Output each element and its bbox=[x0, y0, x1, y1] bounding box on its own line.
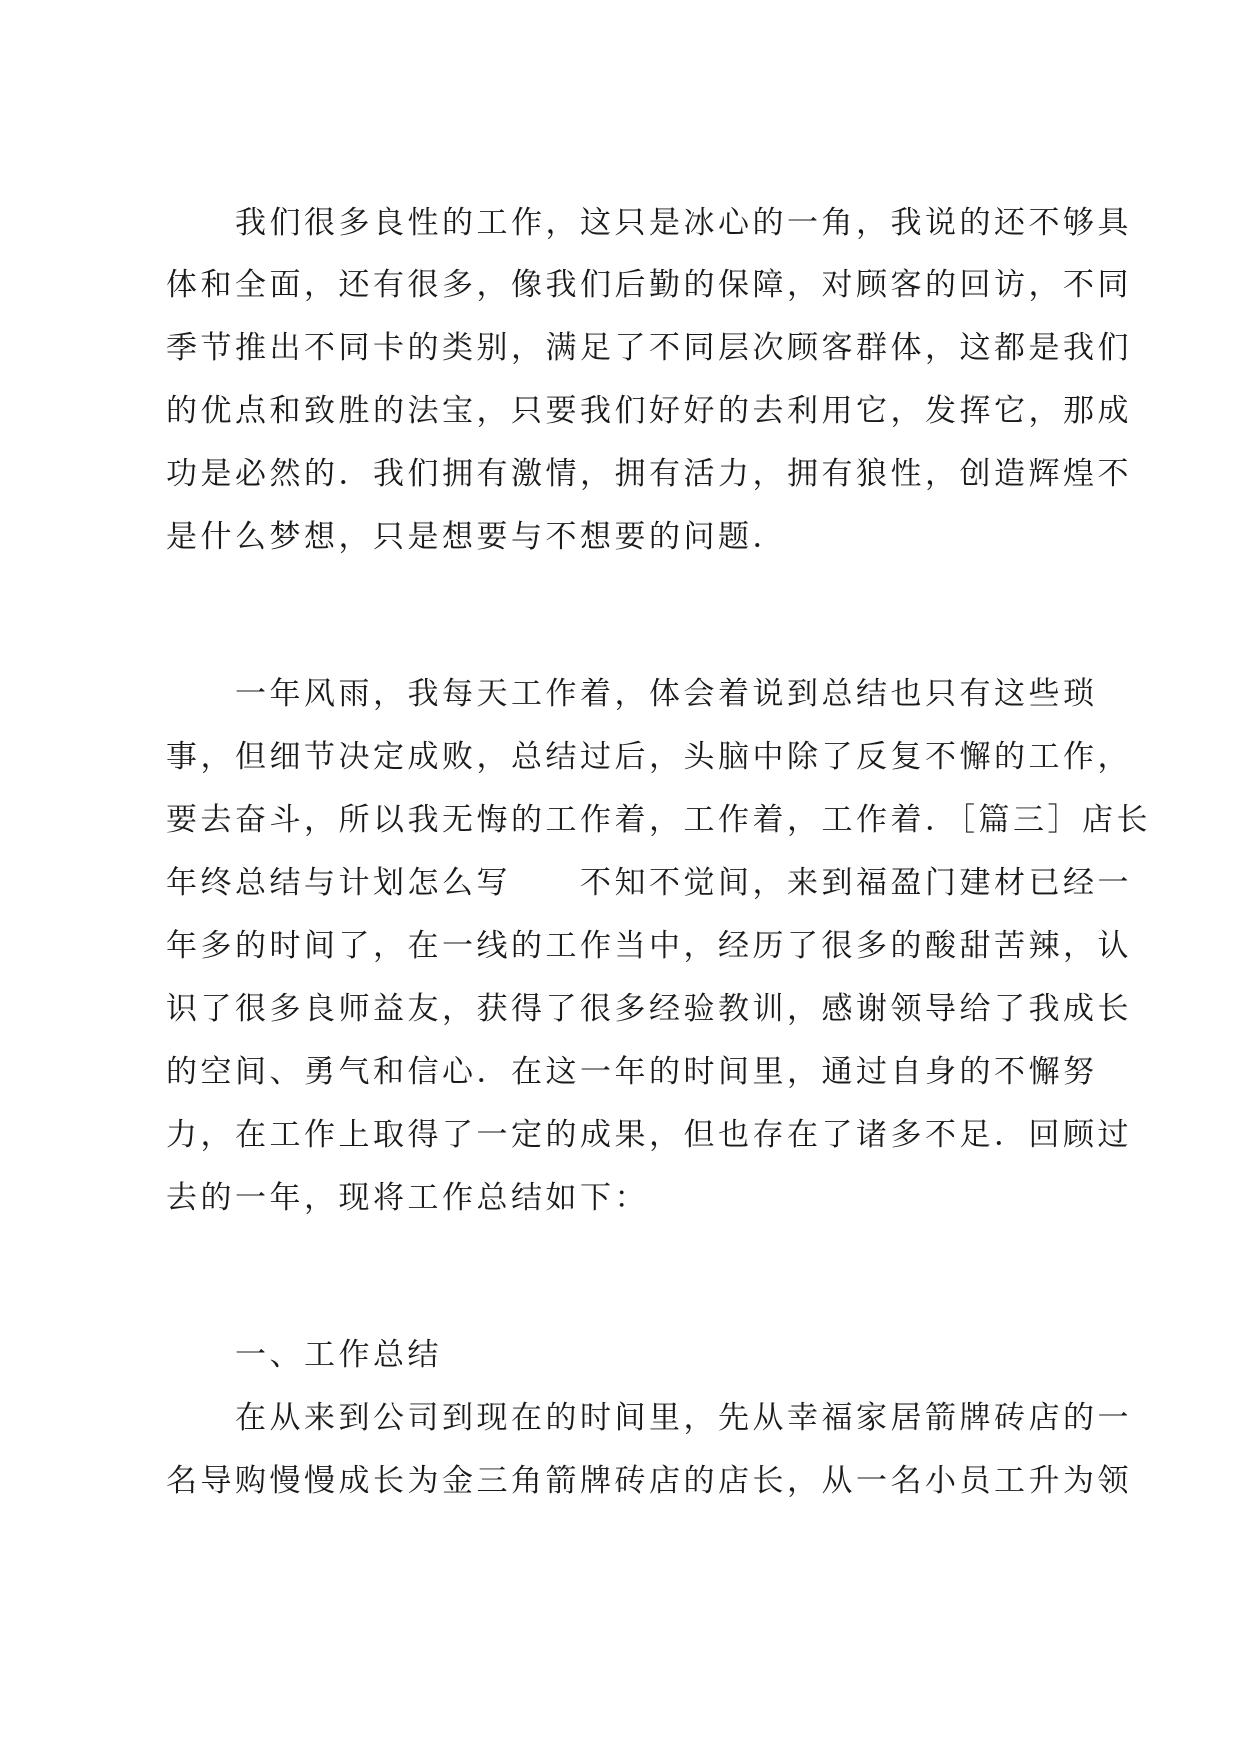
text-line: 年多的时间了，在一线的工作当中，经历了很多的酸甜苦辣，认 bbox=[166, 928, 1132, 964]
text-line: 在从来到公司到现在的时间里，先从幸福家居箭牌砖店的一 bbox=[166, 1400, 1132, 1436]
text-line: 去的一年，现将工作总结如下： bbox=[166, 1180, 649, 1216]
text-line: 体和全面，还有很多，像我们后勤的保障，对顾客的回访，不同 bbox=[166, 267, 1132, 303]
text-line: 功是必然的．我们拥有激情，拥有活力，拥有狼性，创造辉煌不 bbox=[166, 456, 1132, 492]
section-heading-text: 一、工作总结 bbox=[166, 1337, 442, 1373]
text-line: 一年风雨，我每天工作着，体会着说到总结也只有这些琐 bbox=[166, 676, 1098, 712]
text-line: 季节推出不同卡的类别，满足了不同层次顾客群体，这都是我们 bbox=[166, 330, 1132, 366]
text-line: 的优点和致胜的法宝，只要我们好好的去利用它，发挥它，那成 bbox=[166, 393, 1132, 429]
text-line: 事，但细节决定成败，总结过后，头脑中除了反复不懈的工作， bbox=[166, 739, 1132, 775]
text-line: 要去奋斗，所以我无悔的工作着，工作着，工作着．［篇三］店长 bbox=[166, 802, 1151, 838]
text-line: 我们很多良性的工作，这只是冰心的一角，我说的还不够具 bbox=[166, 205, 1132, 241]
text-line: 名导购慢慢成长为金三角箭牌砖店的店长，从一名小员工升为领 bbox=[166, 1463, 1132, 1499]
text-line: 力，在工作上取得了一定的成果，但也存在了诸多不足．回顾过 bbox=[166, 1117, 1132, 1153]
text-line: 识了很多良师益友，获得了很多经验教训，感谢领导给了我成长 bbox=[166, 991, 1132, 1027]
text-line: 的空间、勇气和信心．在这一年的时间里，通过自身的不懈努 bbox=[166, 1054, 1098, 1090]
text-line: 是什么梦想，只是想要与不想要的问题． bbox=[166, 519, 787, 555]
text-line: 年终总结与计划怎么写 不知不觉间，来到福盈门建材已经一 bbox=[166, 865, 1132, 901]
